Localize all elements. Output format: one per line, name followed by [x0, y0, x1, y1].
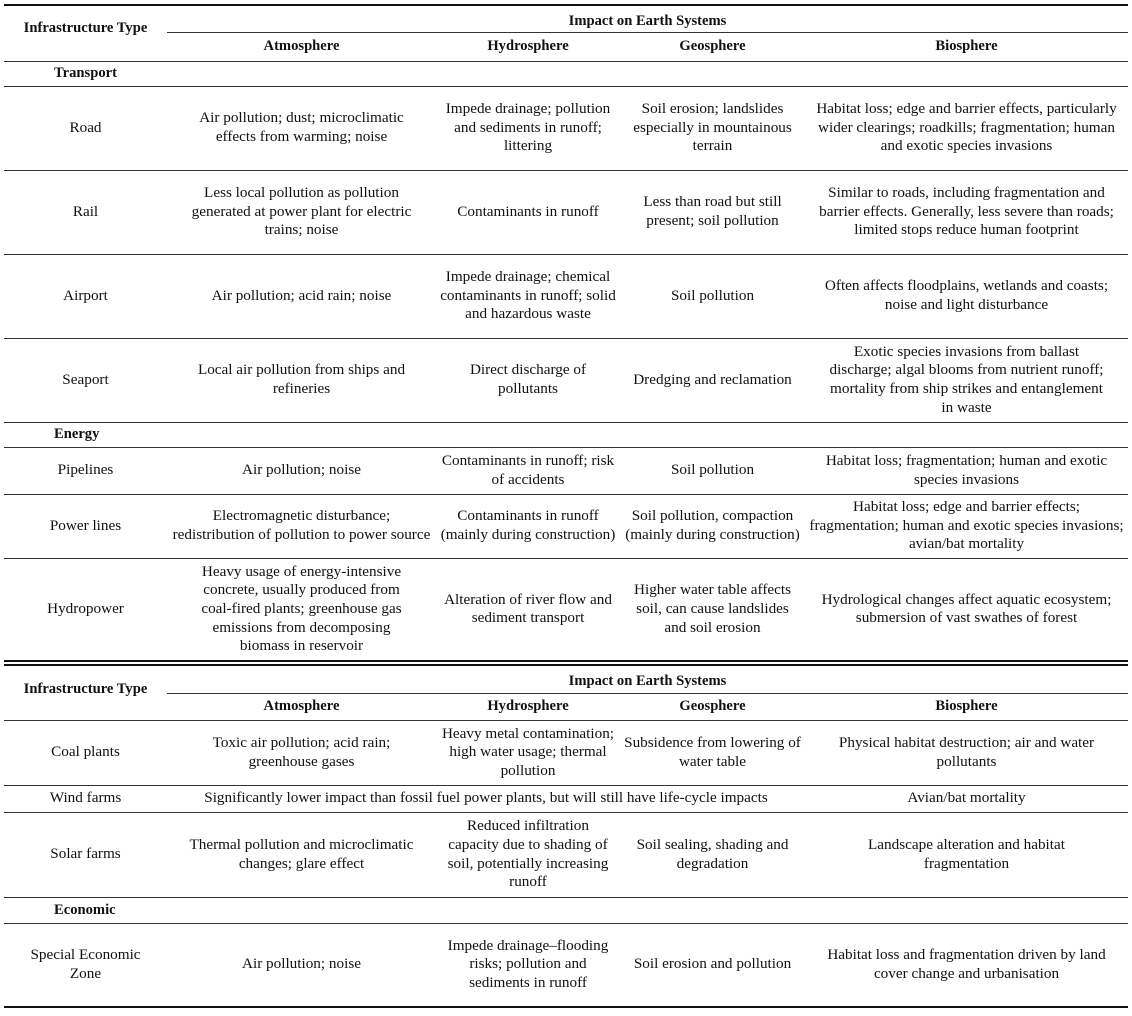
row-type: Special Economic Zone — [30, 946, 141, 982]
row-type: Solar farms — [4, 812, 167, 897]
cell-atmosphere: Local air pollution from ships and refineries — [167, 338, 436, 422]
table-row-special-economic-zone — [4, 923, 1128, 1007]
cell-atmosphere: Toxic air pollution; acid rain; greenhouse gases — [167, 720, 436, 785]
cell-atmosphere: Thermal pollution and microclimatic changes; glare effect — [167, 812, 436, 897]
cell-geosphere: Soil pollution, compaction (mainly during construction) — [620, 494, 805, 558]
header-infrastructure-type: Infrastructure Type — [4, 5, 167, 61]
cell-atmosphere: Air pollution; noise — [167, 447, 436, 494]
table-row-solar-farms — [4, 812, 1128, 897]
cell-geosphere: Higher water table affects soil, can cause landslides and soil erosion — [634, 581, 791, 636]
cell-biosphere: Habitat loss; edge and barrier effects, particularly wider clearings; roadkills; fragmentation; human and exotic species invasions — [805, 86, 1128, 170]
table-row-pipelines — [4, 447, 1128, 494]
cell-biosphere: Avian/bat mortality — [805, 785, 1128, 812]
header-impact-on-earth-systems: Impact on Earth Systems — [167, 5, 1128, 32]
cell-geosphere: Soil pollution — [620, 447, 805, 494]
cell-biosphere: Habitat loss; edge and barrier effects; fragmentation; human and exotic species invasions; avian/bat mortality — [805, 494, 1128, 558]
cell-geosphere: Subsidence from lowering of water table — [620, 720, 805, 785]
cell-atmosphere: Air pollution; acid rain; noise — [167, 254, 436, 338]
cell-biosphere: Landscape alteration and habitat fragmentation — [805, 812, 1128, 897]
cell-biosphere: Similar to roads, including fragmentation and barrier effects. Generally, less severe than roads; limited stops reduce human footprint — [805, 170, 1128, 254]
cell-biosphere: Physical habitat destruction; air and water pollutants — [805, 720, 1128, 785]
row-type: Rail — [4, 170, 167, 254]
header-impact-on-earth-systems: Impact on Earth Systems — [167, 665, 1128, 693]
cell-geosphere: Soil pollution — [620, 254, 805, 338]
header-atmosphere: Atmosphere — [167, 32, 436, 61]
cell-atmosphere: Air pollution; noise — [242, 955, 361, 973]
table-row-rail — [4, 170, 1128, 254]
section-economic: Economic — [4, 897, 1128, 923]
header-geosphere: Geosphere — [620, 693, 805, 720]
cell-atmosphere-hydrosphere-geosphere: Significantly lower impact than fossil fuel power plants, but will still have life-cycle impacts — [167, 785, 805, 812]
cell-hydrosphere: Contaminants in runoff — [436, 170, 620, 254]
header-atmosphere: Atmosphere — [167, 693, 436, 720]
table-row-hydropower — [4, 558, 1128, 661]
table-row-road — [4, 86, 1128, 170]
table-row-airport — [4, 254, 1128, 338]
cell-hydrosphere: Impede drainage; pollution and sediments in runoff; littering — [436, 86, 620, 170]
cell-biosphere: Hydrological changes affect aquatic ecosystem; submersion of vast swathes of forest — [821, 590, 1112, 627]
cell-geosphere: Dredging and reclamation — [620, 338, 805, 422]
cell-biosphere: Habitat loss and fragmentation driven by land cover change and urbanisation — [827, 946, 1106, 982]
cell-hydrosphere: Heavy metal contamination; high water usage; thermal pollution — [436, 720, 620, 785]
header-biosphere: Biosphere — [805, 32, 1128, 61]
row-type: Airport — [4, 254, 167, 338]
row-type: Power lines — [4, 494, 167, 558]
row-type: Coal plants — [4, 720, 167, 785]
cell-hydrosphere: Contaminants in runoff; risk of accidents — [436, 447, 620, 494]
section-energy: Energy — [4, 422, 1128, 447]
cell-hydrosphere: Impede drainage–flooding risks; pollution and sediments in runoff — [447, 936, 609, 992]
cell-biosphere: Exotic species invasions from ballast discharge; algal blooms from nutrient runoff; mortality from ship strikes and entanglement in waste — [805, 338, 1128, 422]
cell-atmosphere: Heavy usage of energy-intensive concrete, usually produced from coal-fired plants; greenhouse gas emissions from decomposing biomass in reservoir — [201, 562, 402, 655]
section-transport: Transport — [4, 61, 1128, 86]
impact-table-part-1 — [4, 4, 1128, 662]
cell-biosphere: Often affects floodplains, wetlands and coasts; noise and light disturbance — [805, 254, 1128, 338]
cell-hydrosphere: Reduced infiltration capacity due to shading of soil, potentially increasing runoff — [436, 812, 620, 897]
header-infrastructure-type: Infrastructure Type — [4, 665, 167, 720]
header-biosphere: Biosphere — [805, 693, 1128, 720]
cell-hydrosphere: Alteration of river flow and sediment transport — [444, 590, 612, 627]
table-row-coal-plants — [4, 720, 1128, 785]
header-hydrosphere: Hydrosphere — [436, 32, 620, 61]
row-type: Wind farms — [4, 785, 167, 812]
header-hydrosphere: Hydrosphere — [436, 693, 620, 720]
table-row-power-lines — [4, 494, 1128, 558]
cell-atmosphere: Less local pollution as pollution generated at power plant for electric trains; noise — [167, 170, 436, 254]
row-type: Seaport — [4, 338, 167, 422]
cell-hydrosphere: Contaminants in runoff (mainly during construction) — [436, 494, 620, 558]
row-type: Pipelines — [4, 447, 167, 494]
table-row-seaport — [4, 338, 1128, 422]
cell-hydrosphere: Impede drainage; chemical contaminants in runoff; solid and hazardous waste — [436, 254, 620, 338]
cell-geosphere: Less than road but still present; soil pollution — [620, 170, 805, 254]
header-geosphere: Geosphere — [620, 32, 805, 61]
cell-atmosphere: Electromagnetic disturbance; redistribution of pollution to power source — [167, 494, 436, 558]
row-type: Road — [4, 86, 167, 170]
row-type: Hydropower — [47, 599, 124, 617]
cell-geosphere: Soil erosion and pollution — [633, 955, 792, 973]
cell-biosphere: Habitat loss; fragmentation; human and exotic species invasions — [805, 447, 1128, 494]
cell-atmosphere: Air pollution; dust; microclimatic effects from warming; noise — [167, 86, 436, 170]
impact-table-part-2 — [4, 664, 1128, 1008]
table-row-wind-farms — [4, 785, 1128, 812]
cell-geosphere: Soil sealing, shading and degradation — [620, 812, 805, 897]
cell-geosphere: Soil erosion; landslides especially in mountainous terrain — [620, 86, 805, 170]
cell-hydrosphere: Direct discharge of pollutants — [436, 338, 620, 422]
